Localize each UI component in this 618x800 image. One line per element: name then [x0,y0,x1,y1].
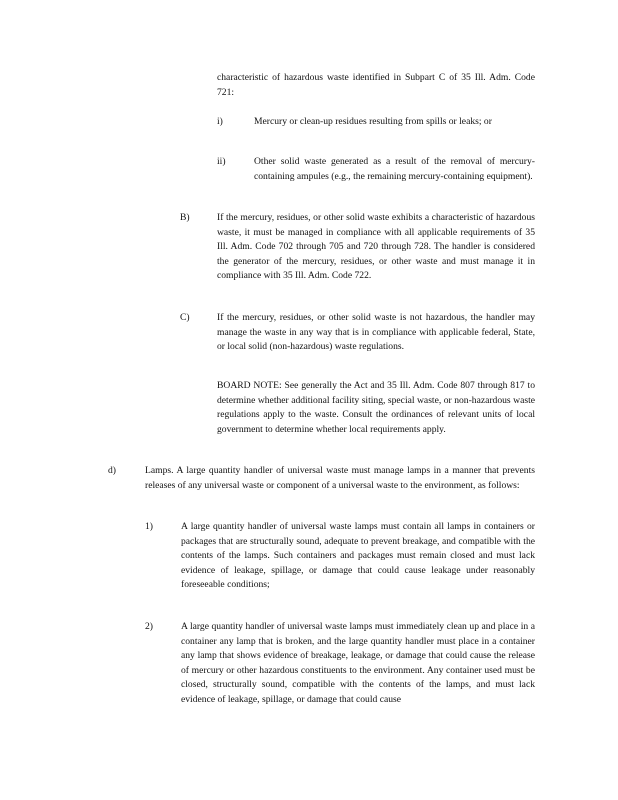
item-c-marker: C) [180,312,190,323]
board-note: BOARD NOTE: See generally the Act and 35 Ill. Adm. Code 807 through 817 to determine whether additional facility siting, special waste, or non-hazardous waste regulations apply to the waste. Consult the ordinances of relevant units of local government to determine whether local requirements apply. [217,380,535,435]
item-ii-text: Other solid waste generated as a result of the removal of mercury-containing ampules (e.g., the remaining mercury-containing equipment). [254,156,535,182]
item-d-marker: d) [108,465,116,476]
item-i-text: Mercury or clean-up residues resulting from spills or leaks; or [254,116,492,127]
intro-paragraph: characteristic of hazardous waste identified in Subpart C of 35 Ill. Adm. Code 721: [217,72,535,98]
item-i-marker: i) [217,116,223,127]
item-ii-marker: ii) [217,156,226,167]
item-1-text: A large quantity handler of universal waste lamps must contain all lamps in containers or packages that are structurally sound, adequate to prevent breakage, and compatible with the contents of the lamps. Such containers and packages must remain closed and must lack evidence of leakage, spillage, or damage that could cause leakage under reasonably foreseeable conditions; [181,521,535,591]
item-1-marker: 1) [145,521,153,532]
item-b-marker: B) [180,212,190,223]
item-b-text: If the mercury, residues, or other solid waste exhibits a characteristic of hazardous waste, it must be managed in compliance with all applicable requirements of 35 Ill. Adm. Code 702 through 705 and 720 through 728. The handler is considered the generator of the mercury, residues, or other waste and must manage it in compliance with 35 Ill. Adm. Code 722. [217,212,535,282]
item-c-text: If the mercury, residues, or other solid waste is not hazardous, the handler may manage the waste in any way that is in compliance with applicable federal, State, or local solid (non-hazardous) waste regulations. [217,312,535,353]
item-2-text: A large quantity handler of universal waste lamps must immediately clean up and place in a container any lamp that is broken, and the large quantity handler must place in a container any lamp that shows evidence of breakage, leakage, or damage that could cause the release of mercury or other hazardous constituents to the environment. Any container used must be closed, structurally sound, compatible with the contents of the lamps, and must lack evidence of leakage, spillage, or damage that could cause [181,621,535,705]
item-2-marker: 2) [145,621,153,632]
item-d-text: Lamps. A large quantity handler of universal waste must manage lamps in a manner that prevents releases of any universal waste or component of a universal waste to the environment, as follows: [145,465,535,491]
